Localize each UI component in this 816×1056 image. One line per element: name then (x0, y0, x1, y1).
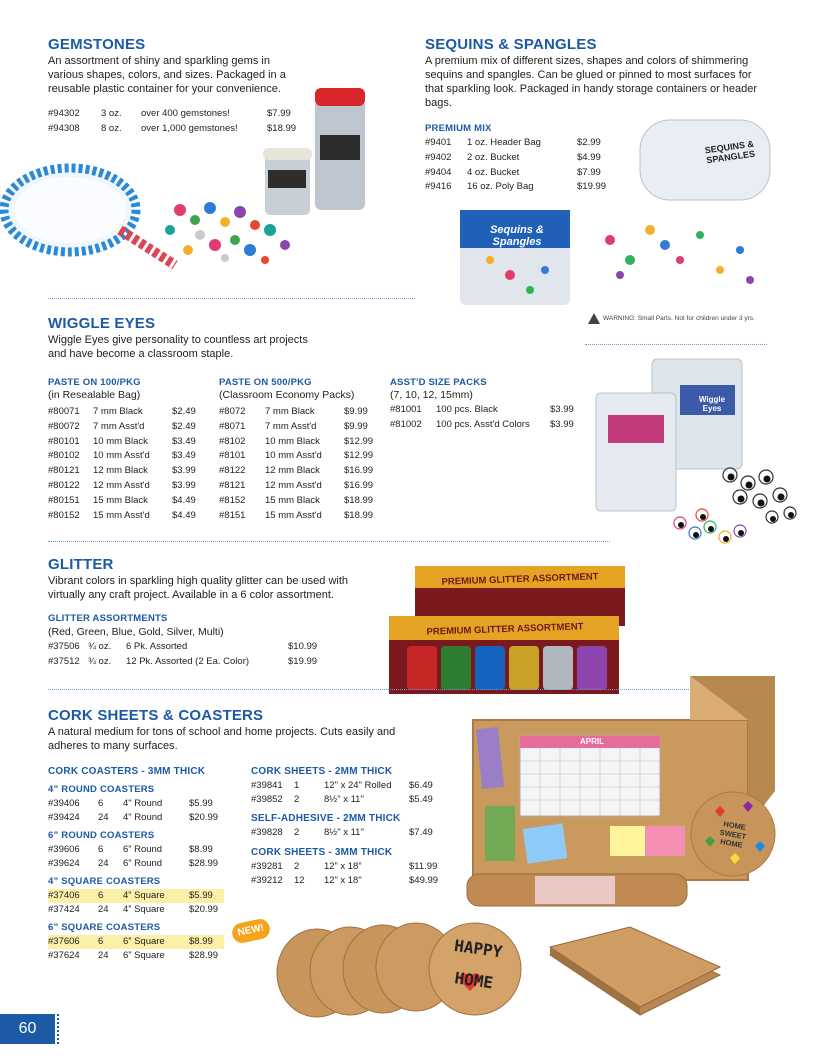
glitter-price-list (48, 640, 338, 670)
new-badge: NEW! (230, 917, 271, 944)
wiggle-col3-note: (7, 10, 12, 15mm) (390, 389, 473, 401)
wiggle-pkg-label: Wiggle Eyes (698, 395, 726, 413)
cork-sheets-2mm-head: CORK SHEETS - 2MM THICK (251, 766, 393, 777)
price-row: #9402 2 oz. Bucket $4.99 (425, 151, 601, 163)
sequins-photo (450, 110, 780, 310)
price-row: #8151 15 mm Asst'd $18.99 (219, 509, 374, 521)
wiggle-eyes-illustration (590, 355, 805, 555)
wiggle-col1-head: PASTE ON 100/PKG (48, 377, 141, 388)
happy-home-coaster-text: HAPPY HOME (453, 935, 504, 993)
coaster-group-head: 4” SQUARE COASTERS (48, 876, 161, 887)
cork-title: CORK SHEETS & COASTERS (48, 707, 264, 724)
cork-sheets-3mm-list (251, 860, 451, 888)
price-row: #39828 2 8½" x 11" $7.49 (251, 827, 433, 838)
price-row: #8072 7 mm Black $9.99 (219, 406, 368, 417)
cork-adhesive-list (251, 826, 451, 840)
coaster-group-head: 4” ROUND COASTERS (48, 784, 155, 795)
coaster-group-head: 6” SQUARE COASTERS (48, 922, 161, 933)
cork-coasters-list (48, 782, 228, 963)
price-row: #81002 100 pcs. Asst'd Colors $3.99 (390, 418, 574, 430)
price-row: #94302 3 oz. over 400 gemstones! $7.99 (48, 108, 291, 119)
sequins-tub-label: SEQUINS & SPANGLES (704, 138, 756, 166)
price-row: #80102 10 mm Asst'd $3.49 (48, 450, 196, 462)
cork-adhesive-head: SELF-ADHESIVE - 2MM THICK (251, 813, 401, 824)
wiggle-col1-list (48, 405, 203, 523)
cork-board-illustration (465, 676, 785, 912)
round-coasters-photo (275, 915, 525, 1020)
price-row: #8071 7 mm Asst'd $9.99 (219, 420, 368, 432)
price-row: #37424 24 4” Square $20.99 (48, 904, 219, 915)
gemstones-description: An assortment of shiny and sparkling gems in various shapes, colors, and sizes. Packaged in a reusable plastic container for your convenience. (48, 55, 286, 95)
cork-sheets-3mm-head: CORK SHEETS - 3MM THICK (251, 847, 393, 858)
calendar-month-label: APRIL (580, 737, 604, 746)
price-row: #81001 100 pcs. Black $3.99 (390, 404, 574, 415)
gemstones-photo (0, 80, 400, 290)
price-row: #80122 12 mm Asst'd $3.99 (48, 479, 196, 491)
divider (48, 298, 415, 299)
page-number: 60 (0, 1014, 55, 1044)
sequins-illustration (450, 110, 780, 310)
price-row: #8121 12 mm Asst'd $16.99 (219, 479, 374, 491)
cork-coasters-head: CORK COASTERS - 3MM THICK (48, 766, 206, 777)
glitter-colors-note: (Red, Green, Blue, Gold, Silver, Multi) (48, 626, 224, 638)
wiggle-col1-note: (in Resealable Bag) (48, 389, 141, 401)
wiggle-eyes-title: WIGGLE EYES (48, 315, 156, 332)
price-row: #39281 2 12” x 18” $11.99 (251, 861, 438, 872)
small-parts-warning: WARNING: Small Parts. Not for children under 3 yrs. (588, 313, 755, 324)
wiggle-col2-head: PASTE ON 500/PKG (219, 377, 312, 388)
wiggle-eyes-description: Wiggle Eyes give personality to countless art projects and have become a classroom staple. (48, 334, 308, 360)
warning-icon (588, 313, 600, 324)
heart-coaster-text: HOME SWEET HOME (719, 819, 747, 850)
price-row: #39852 2 8½" x 11" $5.49 (251, 794, 433, 805)
price-row: #80101 10 mm Black $3.49 (48, 435, 196, 447)
wiggle-col3-list (390, 403, 580, 433)
wiggle-eyes-photo (590, 355, 805, 555)
sequins-description: A premium mix of different sizes, shapes and colors of shimmering sequins and spangles. Can be glued or pinned to most surfaces for that sparkling look. Packaged in handy storage containers or header bags. (425, 55, 758, 109)
price-row: #37406 6 4” Square $5.99 (48, 889, 224, 903)
coaster-group-head: 6” ROUND COASTERS (48, 830, 155, 841)
square-coasters-photo (540, 915, 740, 1020)
price-row: #9404 4 oz. Bucket $7.99 (425, 166, 601, 178)
price-row: #39624 24 6” Round $28.99 (48, 858, 219, 869)
cork-sheets-2mm-list (251, 779, 451, 807)
price-row: #39424 24 4" Round $20.99 (48, 812, 219, 823)
cork-board-photo (465, 676, 785, 912)
gemstones-illustration (0, 80, 400, 290)
price-row: #80151 15 mm Black $4.49 (48, 494, 196, 506)
wiggle-col2-note: (Classroom Economy Packs) (219, 389, 355, 401)
sequins-bag-label: Sequins & Spangles (490, 224, 544, 248)
price-row: #39406 6 4" Round $5.99 (48, 798, 213, 809)
square-coasters-illustration (540, 915, 740, 1020)
price-row: #9401 1 oz. Header Bag $2.99 (425, 137, 601, 148)
price-row: #80072 7 mm Asst'd $2.49 (48, 420, 196, 432)
sequins-subhead: PREMIUM MIX (425, 123, 492, 134)
price-row: #8152 15 mm Black $18.99 (219, 494, 374, 506)
price-row: #8102 10 mm Black $12.99 (219, 435, 374, 447)
price-row: #37606 6 6” Square $8.99 (48, 935, 224, 949)
wiggle-col2-list (219, 405, 379, 523)
glitter-subhead: GLITTER ASSORTMENTS (48, 613, 168, 624)
price-row: #94308 8 oz. over 1,000 gemstones! $18.99 (48, 122, 297, 134)
price-row: #37506 ¾ oz. 6 Pk. Assorted $10.99 (48, 641, 318, 652)
glitter-description: Vibrant colors in sparkling high quality glitter can be used with virtually any craft project. Available in a 6 color assortment. (48, 575, 349, 601)
price-row: #80071 7 mm Black $2.49 (48, 406, 196, 417)
glitter-box-label-front: PREMIUM GLITTER ASSORTMENT (426, 621, 584, 638)
price-row: #39841 1 12" x 24" Rolled $6.49 (251, 780, 433, 791)
price-row: #8122 12 mm Black $16.99 (219, 465, 374, 477)
price-row: #39606 6 6” Round $8.99 (48, 844, 213, 855)
price-row: #80121 12 mm Black $3.99 (48, 465, 196, 477)
price-row: #80152 15 mm Asst'd $4.49 (48, 509, 196, 521)
sequins-title: SEQUINS & SPANGLES (425, 36, 597, 53)
divider (48, 541, 610, 542)
price-row: #37624 24 6” Square $28.99 (48, 950, 219, 961)
price-row: #9416 16 oz. Poly Bag $19.99 (425, 181, 607, 193)
cork-description: A natural medium for tons of school and home projects. Cuts easily and adheres to many surfaces. (48, 726, 396, 752)
divider (585, 344, 767, 345)
price-row: #8101 10 mm Asst'd $12.99 (219, 450, 374, 462)
glitter-box-label-top: PREMIUM GLITTER ASSORTMENT (441, 571, 599, 588)
wiggle-col3-head: ASST'D SIZE PACKS (390, 377, 487, 388)
glitter-title: GLITTER (48, 556, 114, 573)
price-row: #37512 ¾ oz. 12 Pk. Assorted (2 Ea. Color) $19.99 (48, 655, 318, 667)
gemstones-title: GEMSTONES (48, 36, 146, 53)
price-row: #39212 12 12” x 18" $49.99 (251, 875, 439, 886)
